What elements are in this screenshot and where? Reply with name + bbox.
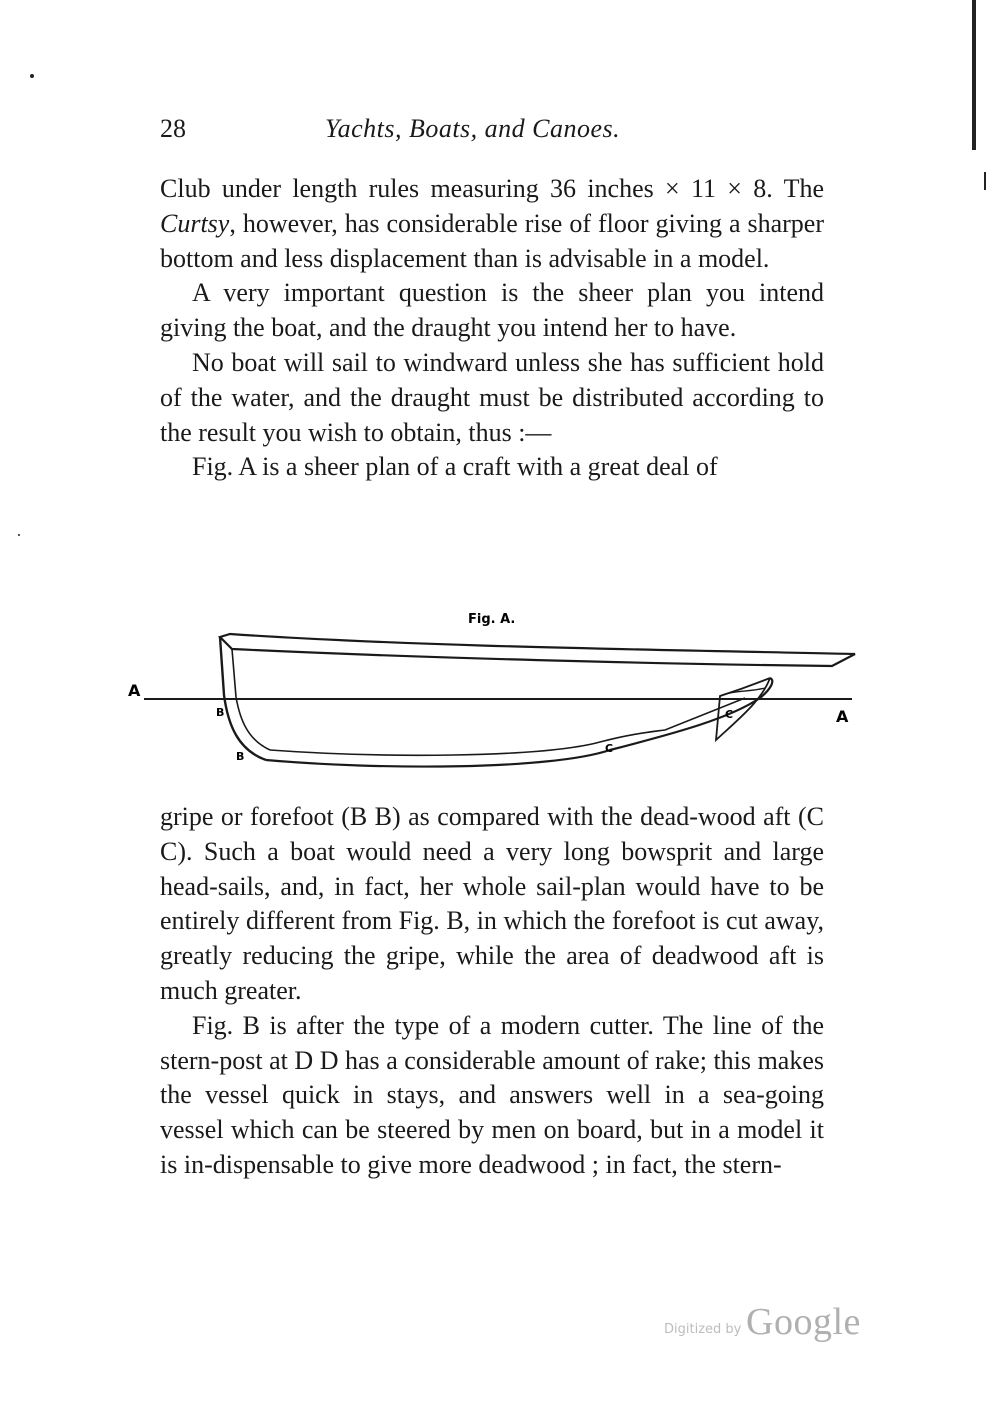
paragraph: [160, 800, 824, 1009]
sheer-line-outer: [220, 634, 855, 666]
figure-a: [120, 600, 860, 790]
paragraph-text: Fig. B is after the type of a modern cutter. The line of the stern-post at D D has a considerable amount of rake; this makes the vessel quick in stays, and answers well in a sea-going vessel which can be steered by men on board, but in a model it is in-dispensable to give more deadwood ; in fact, the stern-: [160, 1010, 824, 1179]
watermark-digitized-by: Digitized by: [664, 1322, 742, 1337]
paragraph-text: No boat will sail to windward unless she has sufficient hold of the water, and the draught must be distributed according to the result you wish to obtain, thus :—: [160, 347, 824, 447]
paragraph: [160, 346, 824, 450]
label-waterline-right: A: [836, 707, 849, 726]
paragraph-text: Club under length rules measuring 36 inches × 11 × 8. The: [160, 174, 824, 203]
page-number: 28: [160, 114, 186, 143]
keel-inner: [270, 698, 745, 755]
scan-dot: [30, 74, 34, 78]
paragraph-text: Fig. A is a sheer plan of a craft with a great deal of: [192, 452, 718, 482]
figure-caption: Fig. A.: [468, 612, 516, 627]
scan-edge-mark-dash: [984, 172, 986, 190]
watermark-google-logo: Google: [746, 1301, 861, 1343]
paragraph: [160, 1009, 824, 1183]
sheer-plan-drawing: [120, 600, 860, 790]
running-title: Yachts, Boats, and Canoes.: [325, 114, 621, 143]
digitized-watermark: [664, 1300, 874, 1350]
italic-text: Curtsy: [160, 208, 230, 238]
scan-dot: [18, 534, 20, 536]
label-deadwood-upper: C: [725, 708, 734, 721]
paragraph: [160, 276, 824, 346]
text-before-figure: [160, 172, 824, 485]
paragraph-text: A very important question is the sheer plan you intend giving the boat, and the draught you intend her to have.: [160, 278, 824, 343]
page-header: [160, 114, 822, 150]
label-forefoot-upper: B: [216, 706, 225, 719]
label-forefoot-lower: B: [236, 750, 245, 763]
label-waterline-left: A: [128, 681, 141, 700]
scan-edge-mark: [972, 0, 976, 150]
paragraph: [160, 450, 824, 485]
paragraph: [160, 172, 824, 276]
text-after-figure: [160, 800, 824, 1183]
label-deadwood-lower: C: [605, 742, 614, 755]
paragraph-text: , however, has considerable rise of floor giving a sharper bottom and less displacement than is advisable in a model.: [160, 208, 824, 273]
paragraph-text: gripe or forefoot (B B) as compared with the dead-wood aft (C C). Such a boat would need a very long bowsprit and large head-sails, and, in fact, her whole sail-plan would have to be entirely different from Fig. B, in which the forefoot is cut away, greatly reducing the gripe, while the area of deadwood aft is much greater.: [160, 802, 824, 1005]
